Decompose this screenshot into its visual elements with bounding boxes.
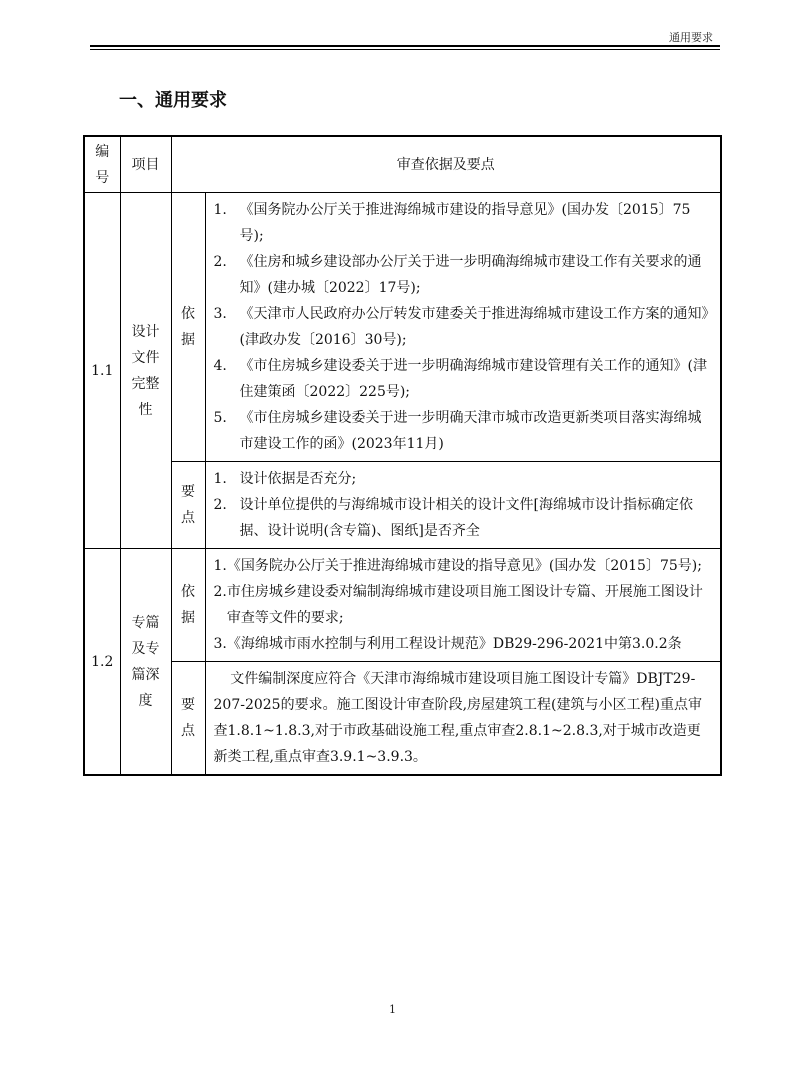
points-content bbox=[205, 662, 721, 776]
basis-content bbox=[205, 549, 721, 662]
list-item: 3. 《海绵城市雨水控制与利用工程设计规范》DB29-296-2021中第3.0.2条 bbox=[213, 636, 682, 652]
row-number: 1.1 bbox=[84, 193, 120, 549]
basis-label: 依 据 bbox=[171, 193, 205, 462]
running-header: 通用要求 bbox=[669, 31, 713, 44]
list-item: 4. 《市住房城乡建设委关于进一步明确海绵城市建设管理有关工作的通知》(津住建策函〔2022〕225号); bbox=[213, 358, 707, 400]
table-row bbox=[84, 549, 721, 662]
list-item: 2. 设计单位提供的与海绵城市设计相关的设计文件[海绵城市设计指标确定依据、设计说明(含专篇)、图纸]是否齐全 bbox=[213, 497, 693, 539]
list-item: 3. 《天津市人民政府办公厅转发市建委关于推进海绵城市建设工作方案的通知》(津政办发〔2016〕30号); bbox=[213, 306, 709, 348]
list-item: 2. 市住房城乡建设委对编制海绵城市建设项目施工图设计专篇、开展施工图设计审查等文件的要求; bbox=[213, 584, 703, 626]
points-label: 要 点 bbox=[171, 662, 205, 776]
header-basis: 审查依据及要点 bbox=[171, 136, 721, 193]
table-row bbox=[84, 462, 721, 549]
table-row bbox=[84, 193, 721, 462]
header-rule-thick bbox=[90, 45, 720, 47]
basis-label: 依 据 bbox=[171, 549, 205, 662]
review-table bbox=[83, 135, 722, 776]
points-content bbox=[205, 462, 721, 549]
list-item: 1. 《国务院办公厅关于推进海绵城市建设的指导意见》(国办发〔2015〕75号); bbox=[213, 558, 702, 574]
list-item: 2. 《住房和城乡建设部办公厅关于进一步明确海绵城市建设工作有关要求的通知》(建办城〔2022〕17号); bbox=[213, 254, 702, 296]
points-paragraph: 文件编制深度应符合《天津市海绵城市建设项目施工图设计专篇》DBJT29-207-2025的要求。施工图设计审查阶段,房屋建筑工程(建筑与小区工程)重点审查1.8.1~1.8.3,对于市政基础设施工程,重点审查2.8.1~2.8.3,对于城市改造更新类工程,重点审查3.9.1~3.9.3。 bbox=[213, 671, 702, 765]
table-header-row bbox=[84, 136, 721, 193]
points-label: 要 点 bbox=[171, 462, 205, 549]
header-number: 编 号 bbox=[84, 136, 120, 193]
table-row bbox=[84, 662, 721, 776]
row-item: 设计 文件 完整 性 bbox=[120, 193, 171, 549]
list-item: 1. 设计依据是否充分; bbox=[213, 471, 357, 487]
row-number: 1.2 bbox=[84, 549, 120, 776]
header-rule-thin bbox=[90, 49, 720, 50]
header-item: 项目 bbox=[120, 136, 171, 193]
page-number: 1 bbox=[389, 1003, 396, 1016]
row-item: 专篇 及专 篇深 度 bbox=[120, 549, 171, 776]
basis-content bbox=[205, 193, 721, 462]
list-item: 5. 《市住房城乡建设委关于进一步明确天津市城市改造更新类项目落实海绵城市建设工作的函》(2023年11月) bbox=[213, 410, 702, 452]
list-item: 1. 《国务院办公厅关于推进海绵城市建设的指导意见》(国办发〔2015〕75号); bbox=[213, 202, 691, 244]
section-title: 一、通用要求 bbox=[119, 90, 227, 111]
